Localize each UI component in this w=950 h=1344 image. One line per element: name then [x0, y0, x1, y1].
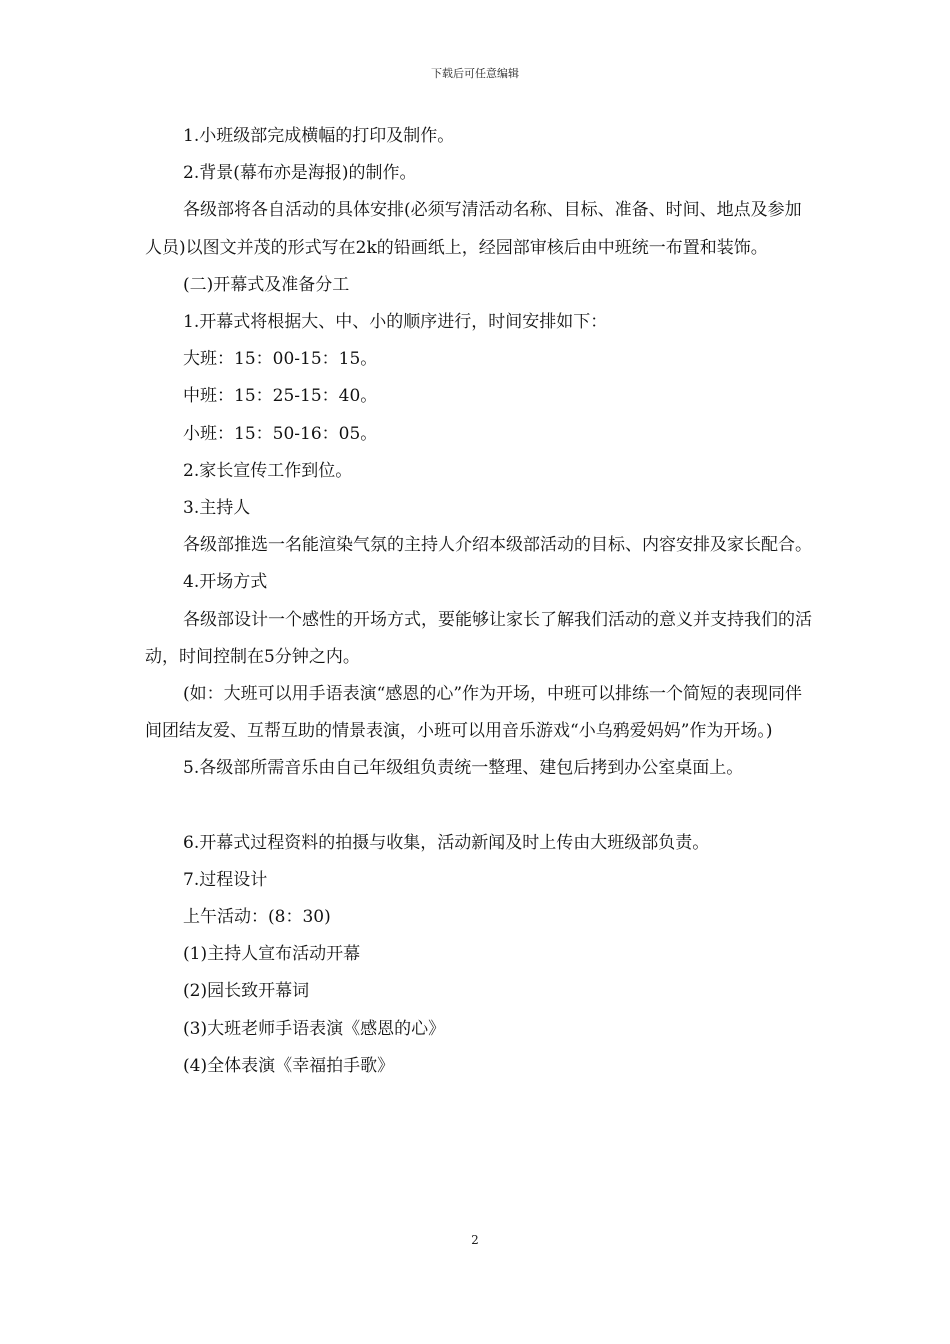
- paragraph-music-preparation: 5.各级部所需音乐由自己年级组负责统一整理、建包后拷到办公室桌面上。: [183, 758, 744, 779]
- step-principal-speech: (2)园长致开幕词: [183, 981, 310, 1002]
- paragraph-opening-method-details: 各级部设计一个感性的开场方式，要能够让家长了解我们活动的意义并支持我们的活动，时间控制在5分钟之内。: [145, 609, 812, 667]
- paragraph-host-details: 各级部推选一名能渲染气氛的主持人介绍本级部活动的目标、内容安排及家长配合。: [183, 535, 812, 556]
- paragraph-photo-collection: 6.开幕式过程资料的拍摄与收集，活动新闻及时上传由大班级部负责。: [183, 832, 710, 853]
- step-host-announces: (1)主持人宣布活动开幕: [183, 944, 361, 965]
- schedule-small-class: 小班：15：50-16：05。: [183, 423, 378, 444]
- paragraph-opening-examples: (如：大班可以用手语表演“感恩的心”作为开场，中班可以排练一个简短的表现同伴间团结友爱、互帮互助的情景表演，小班可以用音乐游戏“小乌鸦爱妈妈”作为开场。): [145, 684, 803, 742]
- heading-host: 3.主持人: [183, 498, 251, 519]
- paragraph-opening-order: 1.开幕式将根据大、中、小的顺序进行，时间安排如下：: [183, 312, 608, 333]
- document-body: [145, 118, 815, 1085]
- heading-process-design: 7.过程设计: [183, 869, 268, 890]
- page-number: 2: [471, 1233, 479, 1247]
- schedule-big-class: 大班：15：00-15：15。: [183, 349, 378, 370]
- paragraph-parent-publicity: 2.家长宣传工作到位。: [183, 460, 353, 481]
- paragraph-background-making: 2.背景(幕布亦是海报)的制作。: [183, 163, 417, 184]
- step-group-performance: (4)全体表演《幸福拍手歌》: [183, 1055, 395, 1076]
- heading-opening-method: 4.开场方式: [183, 572, 268, 593]
- paragraph-morning-activity: 上午活动：(8：30): [183, 907, 331, 928]
- paragraph-activity-arrangement: 各级部将各自活动的具体安排(必须写清活动名称、目标、准备、时间、地点及参加人员)以图文并茂的形式写在2k的铅画纸上，经园部审核后由中班统一布置和装饰。: [145, 200, 802, 258]
- schedule-middle-class: 中班：15：25-15：40。: [183, 386, 378, 407]
- step-sign-language-performance: (3)大班老师手语表演《感恩的心》: [183, 1018, 446, 1039]
- page-header: 下载后可任意编辑: [431, 67, 519, 80]
- section-heading-opening-ceremony: (二)开幕式及准备分工: [183, 274, 350, 295]
- paragraph-banner-printing: 1.小班级部完成横幅的打印及制作。: [183, 126, 455, 146]
